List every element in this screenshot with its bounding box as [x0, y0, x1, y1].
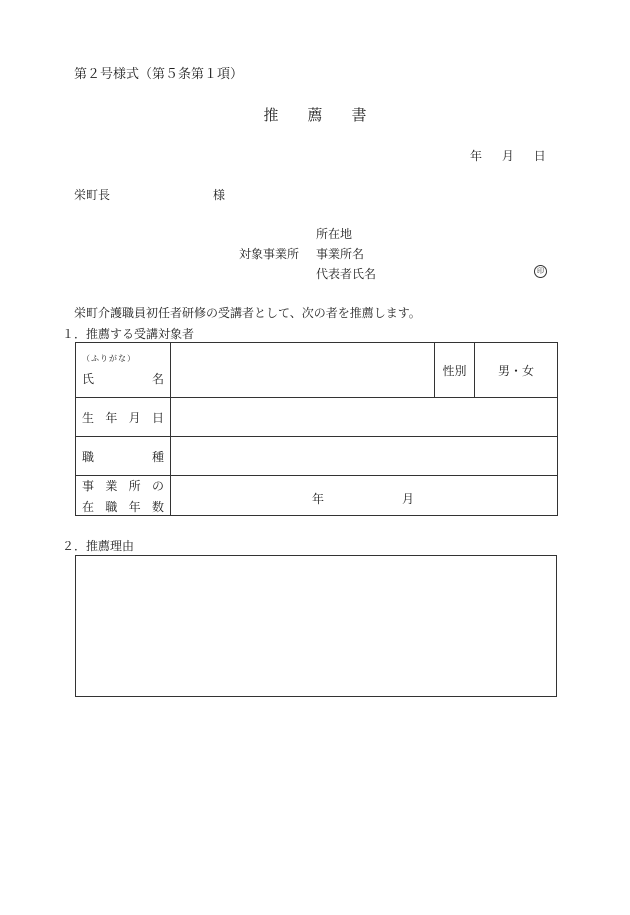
date-month-unit: 月: [501, 149, 514, 163]
job-row: [76, 437, 558, 476]
page-title: 推薦書: [263, 106, 396, 124]
tenure-label-char: 職: [105, 499, 118, 514]
date-year-unit: 年: [470, 149, 483, 163]
tenure-label-char: 数: [151, 499, 164, 514]
form-number: 第２号様式（第５条第１項）: [74, 67, 244, 82]
gender-label: 性別: [435, 343, 475, 398]
tenure-label-cell: [76, 476, 171, 516]
representative-label: 代表者氏名: [316, 267, 377, 281]
furigana-label: （ふりがな）: [82, 354, 136, 363]
name-label-2: 名: [151, 372, 164, 386]
addressee-name: 栄町長: [74, 188, 111, 202]
address-label: 所在地: [316, 227, 353, 241]
job-label-cell: [76, 437, 171, 476]
birth-label-char: 日: [151, 410, 164, 425]
tenure-field[interactable]: [171, 476, 558, 516]
gender-options[interactable]: 男・女: [475, 343, 558, 398]
tenure-label-char: 年: [128, 499, 141, 514]
job-field[interactable]: [171, 437, 558, 476]
months-unit: 月: [402, 492, 415, 506]
birth-label-char: 生: [82, 410, 95, 425]
org-label: 対象事業所: [239, 247, 300, 261]
name-label-cell: [76, 343, 171, 398]
seal-mark: 印: [534, 265, 547, 278]
years-unit: 年: [312, 492, 325, 506]
org-name-label: 事業所名: [316, 247, 365, 261]
reason-field[interactable]: [75, 555, 557, 697]
date-day-unit: 日: [533, 149, 546, 163]
birth-label-char: 年: [105, 410, 118, 425]
birth-row: [76, 398, 558, 437]
birth-field[interactable]: [171, 398, 558, 437]
candidate-table: [75, 342, 558, 516]
birth-label-char: 月: [128, 410, 141, 425]
job-label-1: 職: [82, 449, 95, 464]
tenure-label-char: 業: [105, 478, 118, 493]
section1-title: １．推薦する受講対象者: [62, 327, 195, 341]
addressee-suffix: 様: [213, 188, 226, 202]
job-label-2: 種: [151, 449, 164, 464]
date-line: [470, 149, 546, 163]
tenure-label-char: 在: [82, 499, 95, 514]
tenure-label-char: 事: [82, 478, 95, 493]
name-row: [76, 343, 558, 398]
tenure-label-char: の: [151, 478, 164, 493]
name-label-1: 氏: [82, 372, 95, 386]
name-field[interactable]: [171, 343, 435, 398]
section2-title: ２．推薦理由: [62, 539, 135, 553]
tenure-label-char: 所: [128, 478, 141, 493]
tenure-row: [76, 476, 558, 516]
birth-label-cell: [76, 398, 171, 437]
intro-text: 栄町介護職員初任者研修の受講者として、次の者を推薦します。: [74, 306, 421, 320]
